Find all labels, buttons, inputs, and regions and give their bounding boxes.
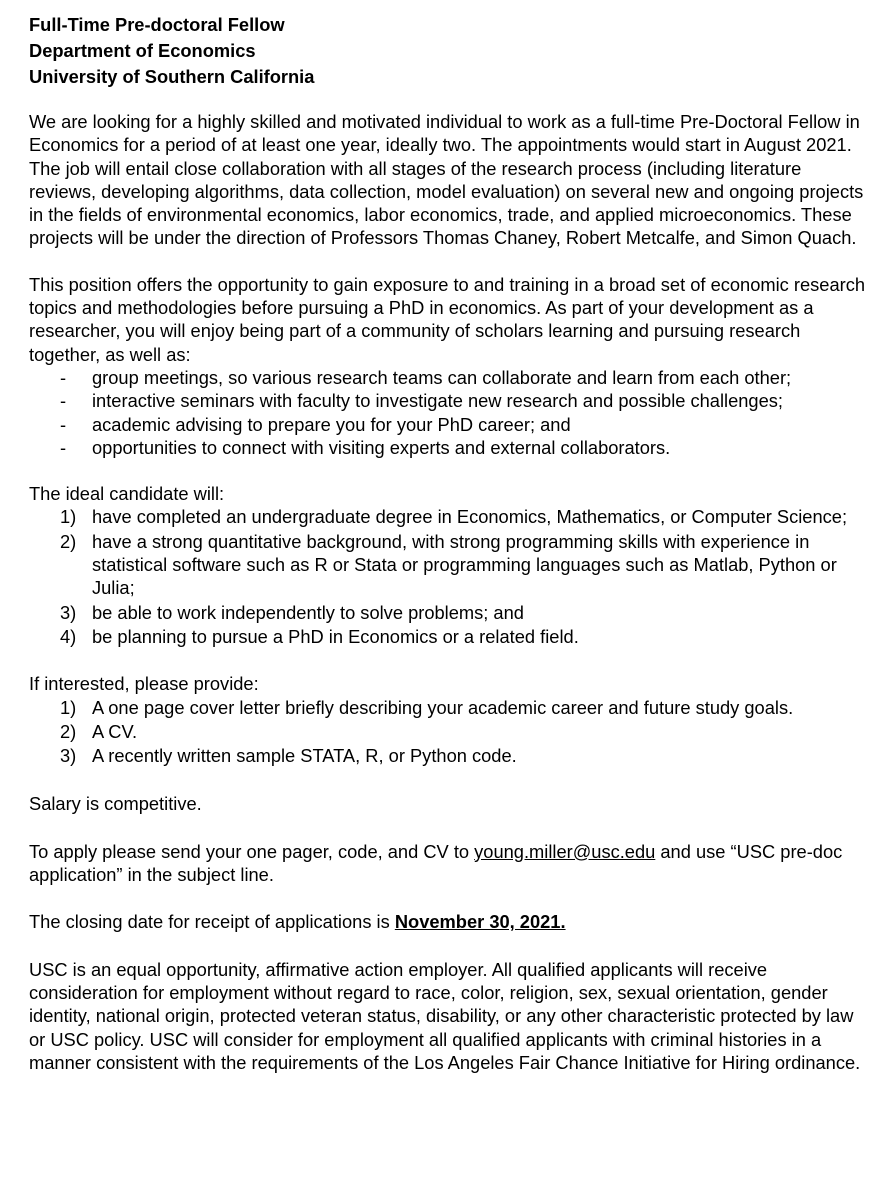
intro-paragraph: We are looking for a highly skilled and motivated individual to work as a full-time Pre-Doctoral Fellow in Economics for a period of at least one year, ideally two. The appointments would start in August 2021. The job will entail close collaboration with all stages of the research process (including literature reviews, developing algorithms, data collection, model evaluation) on several new and ongoing projects in the fields of environmental economics, labor economics, trade, and applied microeconomics. These projects will be under the direction of Professors Thomas Chaney, Robert Metcalfe, and Simon Quach. bbox=[29, 111, 864, 249]
list-number: 1) bbox=[60, 506, 77, 528]
candidate-heading: The ideal candidate will: bbox=[29, 483, 225, 505]
list-item-text: opportunities to connect with visiting experts and external collaborators. bbox=[92, 436, 671, 458]
list-item-text: academic advising to prepare you for your PhD career; and bbox=[92, 413, 571, 435]
list-number: 3) bbox=[60, 745, 77, 767]
list-item-text: be able to work independently to solve problems; and bbox=[92, 601, 524, 623]
list-number: 4) bbox=[60, 625, 77, 647]
list-item-text: A recently written sample STATA, R, or Python code. bbox=[92, 745, 517, 767]
spacer bbox=[29, 459, 869, 482]
eeo-statement: USC is an equal opportunity, affirmative action employer. All qualified applicants will receive consideration for employment without regard to race, color, religion, sex, sexual orientation, gender identity, national origin, protected veteran status, disability, or any other characteristic protected by law or USC policy. USC will consider for employment all qualified applicants with criminal histories in a manner consistent with the requirements of the Los Angeles Fair Chance Initiative for Hiring ordinance. bbox=[29, 958, 861, 1073]
apply-instructions bbox=[29, 840, 869, 887]
document-page bbox=[29, 12, 869, 1074]
dash-bullet: - bbox=[60, 413, 67, 435]
list-item-text: A CV. bbox=[92, 720, 138, 742]
contact-email-link[interactable]: young.miller@usc.edu bbox=[474, 840, 656, 862]
closing-date: November 30, 2021. bbox=[394, 911, 566, 933]
opportunity-paragraph: This position offers the opportunity to gain exposure to and training in a broad set of economic research topics and methodologies before pursuing a PhD in economics. As part of your development as a researcher, you will enjoy being part of a community of scholars learning and pursuing research together, as well as: bbox=[29, 273, 866, 365]
spacer bbox=[29, 886, 869, 910]
list-item bbox=[29, 389, 869, 412]
list-item-text: interactive seminars with faculty to investigate new research and possible challenges; bbox=[92, 390, 783, 412]
list-item bbox=[29, 436, 869, 459]
spacer bbox=[29, 90, 869, 110]
provide-heading: If interested, please provide: bbox=[29, 673, 259, 695]
list-item bbox=[29, 366, 869, 389]
list-item bbox=[29, 505, 869, 528]
list-number: 2) bbox=[60, 720, 77, 742]
apply-suffix: and use “USC pre-doc application” in the subject line. bbox=[29, 840, 843, 886]
salary-statement: Salary is competitive. bbox=[29, 793, 202, 815]
list-item bbox=[29, 720, 869, 743]
list-item bbox=[29, 413, 869, 436]
spacer bbox=[29, 250, 869, 273]
spacer bbox=[29, 934, 869, 958]
list-item bbox=[29, 601, 869, 624]
list-item bbox=[29, 530, 869, 600]
dash-bullet: - bbox=[60, 366, 67, 388]
spacer bbox=[29, 649, 869, 672]
dash-bullet: - bbox=[60, 436, 67, 458]
benefits-list bbox=[29, 366, 869, 459]
list-item-text: be planning to pursue a PhD in Economics or a related field. bbox=[92, 625, 579, 647]
application-materials-list bbox=[29, 696, 869, 768]
closing-prefix: The closing date for receipt of applications is bbox=[29, 911, 395, 933]
spacer bbox=[29, 816, 869, 840]
spacer bbox=[29, 768, 869, 792]
list-item bbox=[29, 625, 869, 648]
list-item bbox=[29, 696, 869, 719]
department-name: Department of Economics bbox=[29, 40, 256, 61]
list-number: 3) bbox=[60, 601, 77, 623]
job-title: Full-Time Pre-doctoral Fellow bbox=[29, 14, 285, 35]
list-item bbox=[29, 744, 869, 767]
closing-date-statement bbox=[29, 910, 869, 933]
list-item-text: A one page cover letter briefly describing your academic career and future study goals. bbox=[92, 696, 794, 718]
document-header bbox=[29, 12, 869, 90]
university-name: University of Southern California bbox=[29, 66, 315, 87]
apply-prefix: To apply please send your one pager, code, and CV to bbox=[29, 840, 475, 862]
list-number: 1) bbox=[60, 696, 77, 718]
list-item-text: group meetings, so various research teams can collaborate and learn from each other; bbox=[92, 366, 792, 388]
list-item-text: have completed an undergraduate degree in Economics, Mathematics, or Computer Science; bbox=[92, 506, 848, 528]
list-item-text: have a strong quantitative background, with strong programming skills with experience in statistical software such as R or Stata or programming languages such as Matlab, Python or Julia; bbox=[92, 530, 837, 599]
list-number: 2) bbox=[60, 530, 77, 552]
dash-bullet: - bbox=[60, 390, 67, 412]
candidate-requirements-list bbox=[29, 505, 869, 648]
